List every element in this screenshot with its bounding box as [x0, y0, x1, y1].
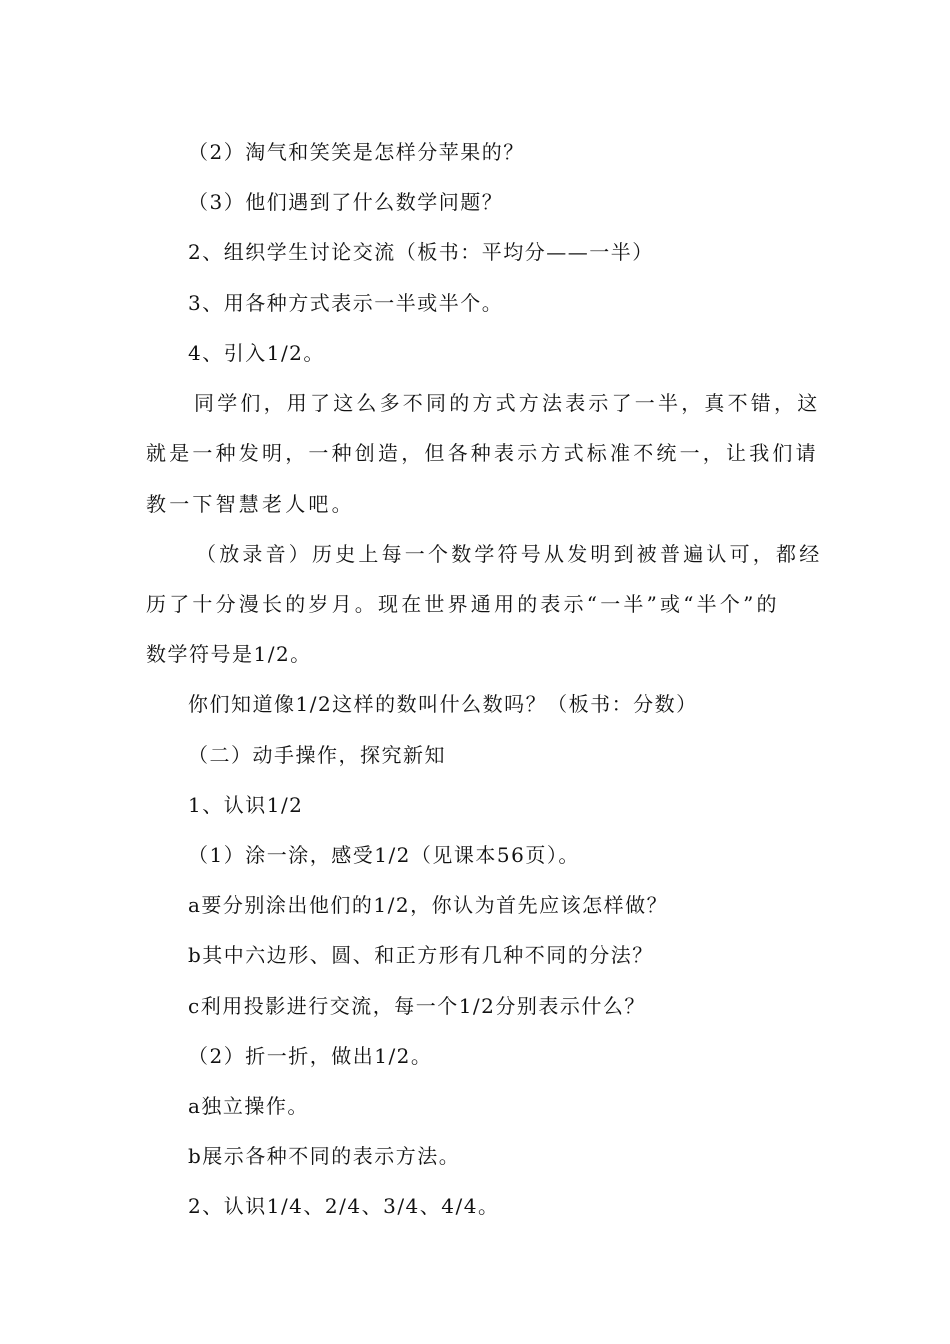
paragraph-line: 数学符号是1/2。 — [146, 642, 312, 666]
text-line: 3、用各种方式表示一半或半个。 — [188, 291, 504, 315]
text-line: a要分别涂出他们的1/2，你认为首先应该怎样做？ — [188, 893, 669, 917]
text-line: 2、组织学生讨论交流（板书：平均分——一半） — [188, 240, 654, 264]
paragraph-line: （放录音）历史上每一个数学符号从发明到被普遍认可，都经 — [196, 542, 823, 566]
text-line: 2、认识1/4、2/4、3/4、4/4。 — [188, 1194, 500, 1218]
text-line: c利用投影进行交流，每一个1/2分别表示什么？ — [188, 994, 646, 1018]
paragraph-line: 就是一种发明，一种创造，但各种表示方式标准不统一，让我们请 — [146, 441, 819, 465]
text-line: （3）他们遇到了什么数学问题？ — [188, 190, 504, 214]
text-line: （1）涂一涂，感受1/2（见课本56页）。 — [188, 843, 580, 867]
text-line: b其中六边形、圆、和正方形有几种不同的分法？ — [188, 943, 654, 967]
text-line: （2）折一折，做出1/2。 — [188, 1044, 433, 1068]
paragraph-line: 同学们，用了这么多不同的方式方法表示了一半，真不错，这 — [194, 391, 821, 415]
text-line: b展示各种不同的表示方法。 — [188, 1144, 461, 1168]
text-line: 1、认识1/2 — [188, 793, 304, 817]
paragraph-line: 历了十分漫长的岁月。现在世界通用的表示“一半”或“半个”的 — [146, 592, 780, 616]
text-line: 4、引入1/2。 — [188, 341, 325, 365]
section-heading: （二）动手操作，探究新知 — [188, 743, 446, 767]
text-line: 你们知道像1/2这样的数叫什么数吗？（板书：分数） — [188, 692, 698, 716]
paragraph-line: 教一下智慧老人吧。 — [146, 492, 355, 516]
text-line: （2）淘气和笑笑是怎样分苹果的？ — [188, 140, 525, 164]
text-line: a独立操作。 — [188, 1094, 309, 1118]
